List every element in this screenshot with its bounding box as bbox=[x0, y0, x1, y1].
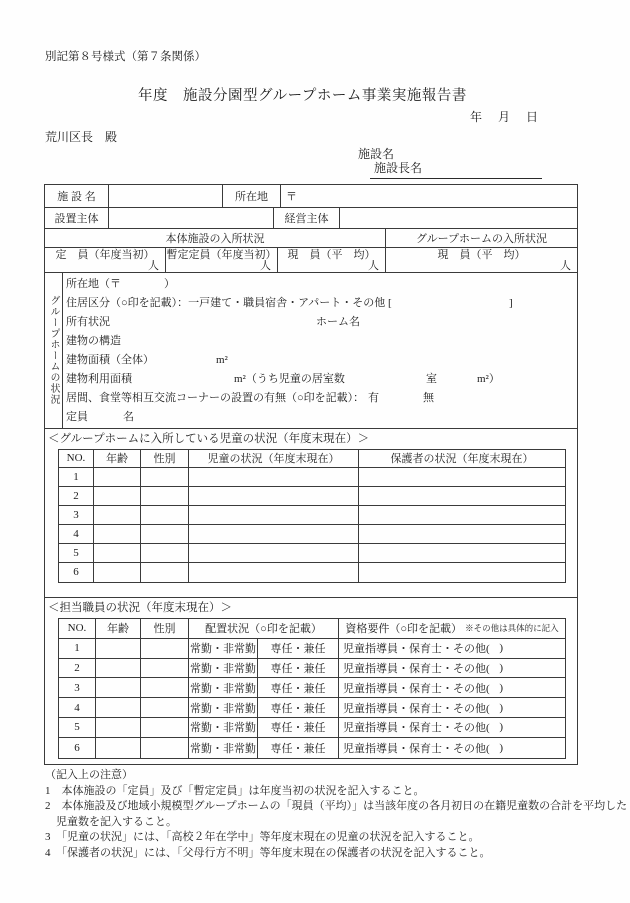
staff-duty-options: 専任・兼任 bbox=[258, 738, 339, 758]
staff-header-placement: 配置状況（○印を記載） bbox=[189, 619, 339, 638]
staff-sex-cell bbox=[141, 718, 189, 737]
children-header-age: 年齢 bbox=[94, 450, 141, 467]
provisional-capacity-cell bbox=[166, 248, 278, 272]
page-title: 年度 施設分園型グループホーム事業実施報告書 bbox=[138, 88, 467, 104]
staff-qualification-options bbox=[339, 639, 565, 658]
notes-title: （記入上の注意） bbox=[45, 769, 133, 781]
staff-status-section bbox=[45, 598, 577, 764]
staff-sex-cell bbox=[141, 639, 189, 658]
staff-employment-options: 常勤・非常勤 bbox=[189, 678, 258, 697]
capacity-label: 定 員（年度当初） bbox=[55, 248, 155, 261]
gh-home-name-label: ホーム名 bbox=[316, 315, 360, 328]
staff-sex-cell bbox=[141, 738, 189, 758]
current-average-unit: 人 bbox=[368, 259, 379, 272]
gh-ownership-label: 所有状況 bbox=[66, 315, 110, 328]
children-row-number: 3 bbox=[59, 506, 94, 524]
operator-label: 経営主体 bbox=[274, 208, 340, 228]
staff-table-row bbox=[59, 698, 565, 718]
staff-section-title: ＜担当職員の状況（年度末現在）＞ bbox=[48, 601, 232, 614]
children-age-cell bbox=[94, 525, 141, 543]
staff-age-cell bbox=[96, 639, 141, 658]
row-entities bbox=[45, 208, 577, 229]
staff-duty-options: 専任・兼任 bbox=[258, 639, 339, 658]
staff-qualification-label: 資格要件（○印を記載） bbox=[345, 623, 463, 636]
children-row-number: 6 bbox=[59, 563, 94, 582]
row-occupancy-values bbox=[45, 248, 577, 273]
facility-name-label: 施設名 bbox=[358, 147, 395, 161]
children-header-guardian-status: 保護者の状況（年度末現在） bbox=[390, 453, 534, 466]
staff-qualification-close: ) bbox=[499, 741, 503, 754]
children-status-cell bbox=[189, 468, 359, 486]
notes-section bbox=[45, 768, 628, 862]
row-occupancy-headers bbox=[45, 229, 577, 248]
staff-qualification-text: 児童指導員・保育士・その他( bbox=[343, 643, 490, 656]
children-guardian-cell bbox=[359, 487, 565, 505]
gh-capacity-line bbox=[63, 409, 577, 428]
children-age-cell bbox=[94, 506, 141, 524]
staff-qualification-text: 児童指導員・保育士・その他( bbox=[343, 742, 490, 755]
staff-sex-cell bbox=[141, 678, 189, 697]
current-average-cell bbox=[278, 248, 386, 272]
operator-value bbox=[340, 208, 577, 228]
note-line: 児童数を記入すること。 bbox=[45, 815, 177, 828]
staff-employment-options: 常勤・非常勤 bbox=[189, 738, 258, 758]
main-facility-occupancy-header: 本体施設の入所状況 bbox=[45, 229, 386, 247]
staff-qualification-options bbox=[339, 678, 565, 697]
staff-row-number: 6 bbox=[59, 738, 96, 758]
facility-head-label: 施設長名 bbox=[374, 161, 423, 175]
staff-qualification-options bbox=[339, 738, 565, 758]
date-line: 年 月 日 bbox=[470, 110, 541, 124]
gh-current-average-label: 現 員（平 均） bbox=[437, 248, 526, 261]
current-average-label: 現 員（平 均） bbox=[287, 248, 376, 261]
row-facility bbox=[45, 185, 577, 208]
provisional-capacity-unit: 人 bbox=[260, 259, 271, 272]
gh-capacity-label: 定員 bbox=[66, 410, 88, 423]
staff-qualification-text: 児童指導員・保育士・その他( bbox=[343, 702, 490, 715]
gh-common-space-line bbox=[63, 390, 577, 409]
staff-employment-options: 常勤・非常勤 bbox=[189, 659, 258, 678]
gh-area-label: 建物面積（全体） bbox=[66, 353, 154, 366]
location-label: 所在地 bbox=[223, 185, 281, 207]
children-table-row bbox=[59, 525, 565, 544]
children-status-section bbox=[45, 429, 577, 598]
staff-duty-options: 専任・兼任 bbox=[258, 718, 339, 737]
staff-row-number: 1 bbox=[59, 639, 96, 658]
gh-area-line bbox=[63, 352, 577, 371]
gh-use-area-label: 建物利用面積 bbox=[66, 372, 132, 385]
staff-qualification-options bbox=[339, 698, 565, 717]
children-header-no: NO. bbox=[59, 450, 94, 467]
children-row-number: 4 bbox=[59, 525, 94, 543]
gh-use-area-detail: m²（うち児童の居室数 bbox=[234, 372, 345, 385]
children-status-cell bbox=[189, 506, 359, 524]
children-guardian-cell bbox=[359, 525, 565, 543]
staff-qualification-close: ) bbox=[499, 701, 503, 714]
gh-common-space-no: 無 bbox=[423, 391, 434, 404]
children-guardian-cell bbox=[359, 544, 565, 562]
children-age-cell bbox=[94, 487, 141, 505]
staff-table-row bbox=[59, 639, 565, 659]
staff-table-header bbox=[59, 619, 565, 639]
note-line: 1 本体施設の「定員」及び「暫定定員」は年度当初の状況を記入すること。 bbox=[45, 784, 425, 797]
staff-header-sex: 性別 bbox=[141, 619, 189, 638]
children-sex-cell bbox=[141, 468, 189, 486]
gh-structure-line bbox=[63, 333, 577, 352]
gh-sqm-close: m²） bbox=[477, 372, 500, 385]
gh-current-average-cell bbox=[386, 248, 577, 272]
children-status-cell bbox=[189, 563, 359, 582]
gh-capacity-unit: 名 bbox=[123, 410, 134, 423]
gh-common-space-yes: 有 bbox=[368, 391, 379, 404]
staff-qualification-text: 児童指導員・保育士・その他( bbox=[343, 682, 490, 695]
staff-row-number: 3 bbox=[59, 678, 96, 697]
staff-age-cell bbox=[96, 718, 141, 737]
gh-housing-label: 住居区分（○印を記載）：一戸建て・職員宿舎・アパート・その他 [ bbox=[66, 296, 392, 309]
addressee: 荒川区長 殿 bbox=[45, 130, 118, 144]
gh-common-space-label: 居間、食堂等相互交流コーナーの設置の有無（○印を記載）： bbox=[66, 391, 365, 404]
facility-name-cell: 施 設 名 bbox=[45, 185, 109, 207]
children-header-sex: 性別 bbox=[141, 450, 189, 467]
staff-qualification-text: 児童指導員・保育士・その他( bbox=[343, 722, 490, 735]
gh-housing-close: ] bbox=[509, 296, 513, 309]
staff-qualification-options bbox=[339, 718, 565, 737]
children-table-row bbox=[59, 544, 565, 563]
staff-header-age: 年齢 bbox=[96, 619, 141, 638]
children-table bbox=[58, 449, 566, 583]
staff-duty-options: 専任・兼任 bbox=[258, 678, 339, 697]
staff-qualification-text: 児童指導員・保育士・その他( bbox=[343, 663, 490, 676]
note-line: 2 本体施設及び地域小規模型グループホームの「現員（平均）」は当該年度の各月初日の在籍児童数の合計を平均した bbox=[45, 800, 628, 813]
capacity-cell bbox=[45, 248, 166, 272]
grouphome-occupancy-header: グループホームの入所状況 bbox=[415, 232, 548, 245]
grouphome-status-content bbox=[63, 273, 577, 428]
form-number: 別記第８号様式（第７条関係） bbox=[45, 51, 206, 63]
staff-age-cell bbox=[96, 698, 141, 717]
gh-address-line bbox=[63, 276, 577, 295]
staff-sex-cell bbox=[141, 698, 189, 717]
gh-structure-label: 建物の構造 bbox=[66, 334, 121, 347]
gh-ownership-line bbox=[63, 314, 577, 333]
gh-current-average-unit: 人 bbox=[560, 259, 571, 272]
staff-qualification-close: ) bbox=[499, 721, 503, 734]
staff-table-row bbox=[59, 718, 565, 738]
children-sex-cell bbox=[141, 525, 189, 543]
children-row-number: 5 bbox=[59, 544, 94, 562]
children-guardian-cell bbox=[359, 468, 565, 486]
grouphome-status-side-label: グループホームの状況 bbox=[45, 273, 63, 428]
facility-name-value bbox=[109, 185, 223, 207]
facility-head-underline bbox=[370, 159, 542, 179]
staff-table-row bbox=[59, 678, 565, 698]
gh-housing-line bbox=[63, 295, 577, 314]
capacity-unit: 人 bbox=[148, 259, 159, 272]
children-status-cell bbox=[189, 525, 359, 543]
staff-duty-options: 専任・兼任 bbox=[258, 659, 339, 678]
staff-age-cell bbox=[96, 659, 141, 678]
gh-room-unit: 室 bbox=[426, 372, 437, 385]
children-table-row bbox=[59, 506, 565, 525]
staff-qualification-close: ) bbox=[499, 681, 503, 694]
children-sex-cell bbox=[141, 487, 189, 505]
children-row-number: 1 bbox=[59, 468, 94, 486]
staff-age-cell bbox=[96, 738, 141, 758]
children-section-title: ＜グループホームに入所している児童の状況（年度末現在）＞ bbox=[48, 432, 370, 445]
children-status-cell bbox=[189, 487, 359, 505]
staff-employment-options: 常勤・非常勤 bbox=[189, 718, 258, 737]
staff-row-number: 4 bbox=[59, 698, 96, 717]
children-table-row bbox=[59, 563, 565, 582]
staff-table-row bbox=[59, 659, 565, 679]
children-row-number: 2 bbox=[59, 487, 94, 505]
children-table-header bbox=[59, 450, 565, 468]
staff-header-no: NO. bbox=[59, 619, 96, 638]
children-guardian-cell bbox=[359, 506, 565, 524]
children-header-child-status: 児童の状況（年度末現在） bbox=[189, 450, 359, 467]
main-form-table bbox=[44, 184, 578, 765]
children-sex-cell bbox=[141, 506, 189, 524]
staff-qualification-close: ) bbox=[499, 662, 503, 675]
grouphome-status-section bbox=[45, 273, 577, 429]
children-table-row bbox=[59, 468, 565, 487]
children-sex-cell bbox=[141, 563, 189, 582]
staff-duty-options: 専任・兼任 bbox=[258, 698, 339, 717]
note-line: 4 「保護者の状況」には、「父母行方不明」等年度末現在の保護者の状況を記入すること。 bbox=[45, 846, 491, 859]
gh-address-label: 所在地（〒 bbox=[66, 277, 121, 290]
staff-qualification-note: ※その他は具体的に記入 bbox=[465, 623, 559, 634]
note-line: 3 「児童の状況」には、「高校２年在学中」等年度末現在の児童の状況を記入すること。 bbox=[45, 831, 480, 844]
staff-table-row bbox=[59, 738, 565, 758]
location-value: 〒 bbox=[286, 190, 297, 203]
staff-header-qualification bbox=[339, 619, 565, 638]
staff-qualification-close: ) bbox=[499, 642, 503, 655]
provisional-capacity-label: 暫定定員（年度当初） bbox=[166, 248, 277, 261]
staff-employment-options: 常勤・非常勤 bbox=[189, 639, 258, 658]
staff-sex-cell bbox=[141, 659, 189, 678]
children-guardian-cell bbox=[359, 563, 565, 582]
staff-row-number: 5 bbox=[59, 718, 96, 737]
children-status-cell bbox=[189, 544, 359, 562]
establisher-label: 設置主体 bbox=[45, 208, 109, 228]
children-age-cell bbox=[94, 544, 141, 562]
staff-table bbox=[58, 618, 566, 759]
staff-age-cell bbox=[96, 678, 141, 697]
establisher-value bbox=[109, 208, 274, 228]
staff-qualification-options bbox=[339, 659, 565, 678]
children-age-cell bbox=[94, 563, 141, 582]
children-table-row bbox=[59, 487, 565, 506]
gh-area-unit: m² bbox=[216, 353, 228, 366]
children-sex-cell bbox=[141, 544, 189, 562]
staff-employment-options: 常勤・非常勤 bbox=[189, 698, 258, 717]
children-age-cell bbox=[94, 468, 141, 486]
gh-use-area-line bbox=[63, 371, 577, 390]
staff-row-number: 2 bbox=[59, 659, 96, 678]
gh-address-close: ） bbox=[164, 277, 175, 290]
